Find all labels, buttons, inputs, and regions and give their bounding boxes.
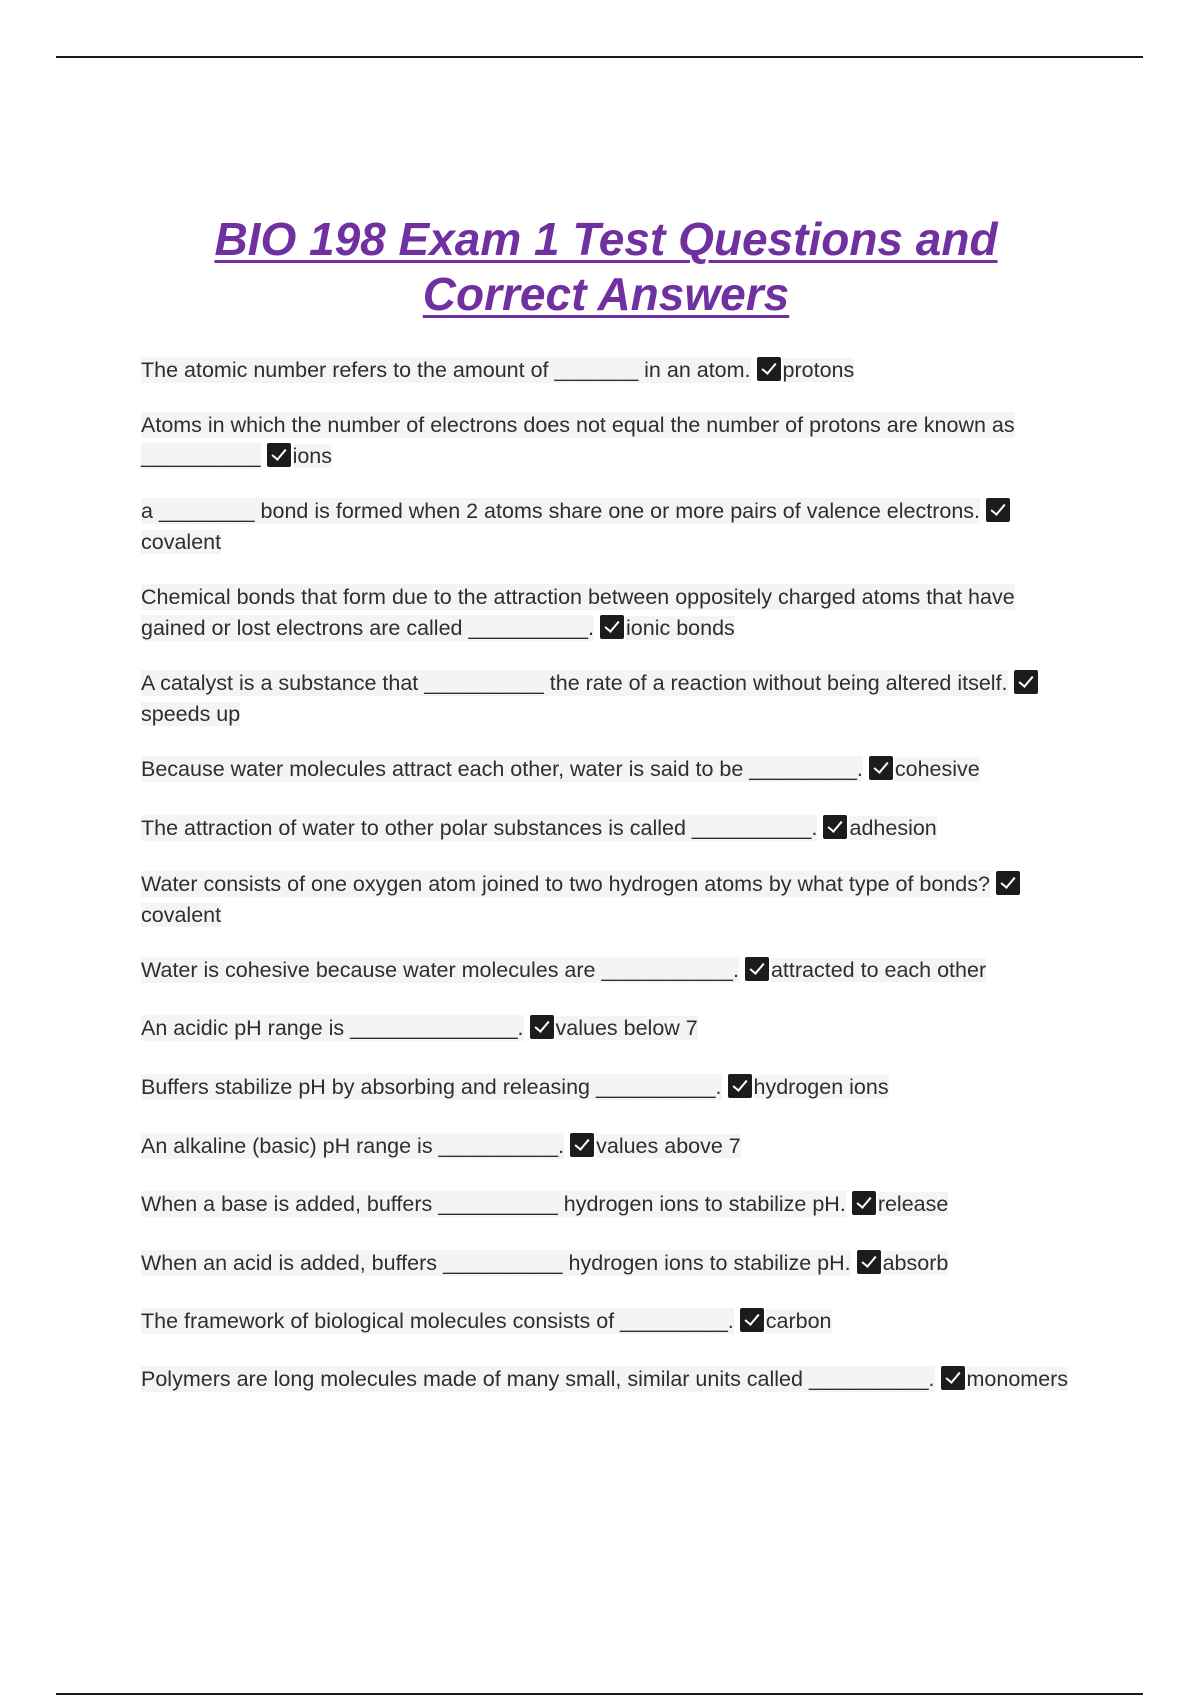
qa-item xyxy=(141,1189,1071,1220)
question-text: The framework of biological molecules consists of _________. xyxy=(141,1309,734,1333)
question-text: Atoms in which the number of electrons does not equal the number of protons are known as __________ xyxy=(141,413,1015,468)
checkbox-checked-icon xyxy=(823,815,847,839)
qa-item xyxy=(141,1248,1071,1279)
answer-text: release xyxy=(877,1192,949,1216)
answer-text: ionic bonds xyxy=(626,616,735,640)
question-text: Water consists of one oxygen atom joined to two hydrogen atoms by what type of bonds? xyxy=(141,872,990,896)
qa-item xyxy=(141,813,1071,844)
question-text: Polymers are long molecules made of many small, similar units called __________. xyxy=(141,1367,935,1391)
checkbox-checked-icon xyxy=(996,871,1020,895)
answer-text: hydrogen ions xyxy=(753,1075,889,1099)
question-text: When a base is added, buffers __________ hydrogen ions to stabilize pH. xyxy=(141,1192,846,1216)
question-text: a ________ bond is formed when 2 atoms share one or more pairs of valence electrons. xyxy=(141,499,980,523)
answer-text: speeds up xyxy=(141,702,241,726)
answer-text: monomers xyxy=(966,1367,1069,1391)
answer-text: carbon xyxy=(765,1309,832,1333)
qa-item xyxy=(141,496,1071,558)
question-text: Chemical bonds that form due to the attraction between oppositely charged atoms that have gained or lost electrons are called __________. xyxy=(141,585,1015,640)
bottom-rule xyxy=(56,1693,1143,1695)
qa-item xyxy=(141,355,1071,386)
answer-text: covalent xyxy=(141,903,222,927)
answer-text: protons xyxy=(782,358,855,382)
qa-item xyxy=(141,754,1071,785)
qa-item xyxy=(141,1072,1071,1103)
checkbox-checked-icon xyxy=(869,756,893,780)
question-text: The atomic number refers to the amount of _______ in an atom. xyxy=(141,358,751,382)
question-text: A catalyst is a substance that __________ the rate of a reaction without being altered itself. xyxy=(141,671,1008,695)
qa-item xyxy=(141,1131,1071,1162)
checkbox-checked-icon xyxy=(857,1250,881,1274)
answer-text: cohesive xyxy=(894,757,980,781)
answer-text: covalent xyxy=(141,530,222,554)
checkbox-checked-icon xyxy=(740,1308,764,1332)
checkbox-checked-icon xyxy=(267,443,291,467)
checkbox-checked-icon xyxy=(530,1015,554,1039)
question-text: Because water molecules attract each other, water is said to be _________. xyxy=(141,757,863,781)
qa-item xyxy=(141,869,1071,931)
question-text: The attraction of water to other polar substances is called __________. xyxy=(141,816,818,840)
checkbox-checked-icon xyxy=(757,357,781,381)
answer-text: adhesion xyxy=(849,816,937,840)
qa-item xyxy=(141,1306,1071,1337)
qa-item xyxy=(141,1013,1071,1044)
top-rule xyxy=(56,56,1143,58)
qa-item xyxy=(141,582,1071,644)
question-text: An alkaline (basic) pH range is __________. xyxy=(141,1134,565,1158)
question-text: Buffers stabilize pH by absorbing and releasing __________. xyxy=(141,1075,722,1099)
document-page xyxy=(141,212,1071,348)
checkbox-checked-icon xyxy=(852,1191,876,1215)
answer-text: values above 7 xyxy=(596,1134,741,1158)
qa-item xyxy=(141,410,1071,472)
answer-text: absorb xyxy=(882,1251,949,1275)
checkbox-checked-icon xyxy=(570,1133,594,1157)
answer-text: ions xyxy=(292,444,333,468)
answer-text: attracted to each other xyxy=(770,958,987,982)
checkbox-checked-icon xyxy=(745,957,769,981)
question-text: When an acid is added, buffers __________ hydrogen ions to stabilize pH. xyxy=(141,1251,851,1275)
title-line-1: BIO 198 Exam 1 Test Questions and xyxy=(214,213,998,265)
answer-text: values below 7 xyxy=(555,1016,698,1040)
question-text: Water is cohesive because water molecules are ___________. xyxy=(141,958,739,982)
checkbox-checked-icon xyxy=(941,1366,965,1390)
checkbox-checked-icon xyxy=(1014,670,1038,694)
qa-item xyxy=(141,668,1071,730)
title-line-2: Correct Answers xyxy=(422,268,790,320)
checkbox-checked-icon xyxy=(986,498,1010,522)
page-title xyxy=(141,212,1071,322)
question-text: An acidic pH range is ______________. xyxy=(141,1016,524,1040)
checkbox-checked-icon xyxy=(600,615,624,639)
qa-item xyxy=(141,1364,1071,1395)
qa-item xyxy=(141,955,1071,986)
checkbox-checked-icon xyxy=(728,1074,752,1098)
